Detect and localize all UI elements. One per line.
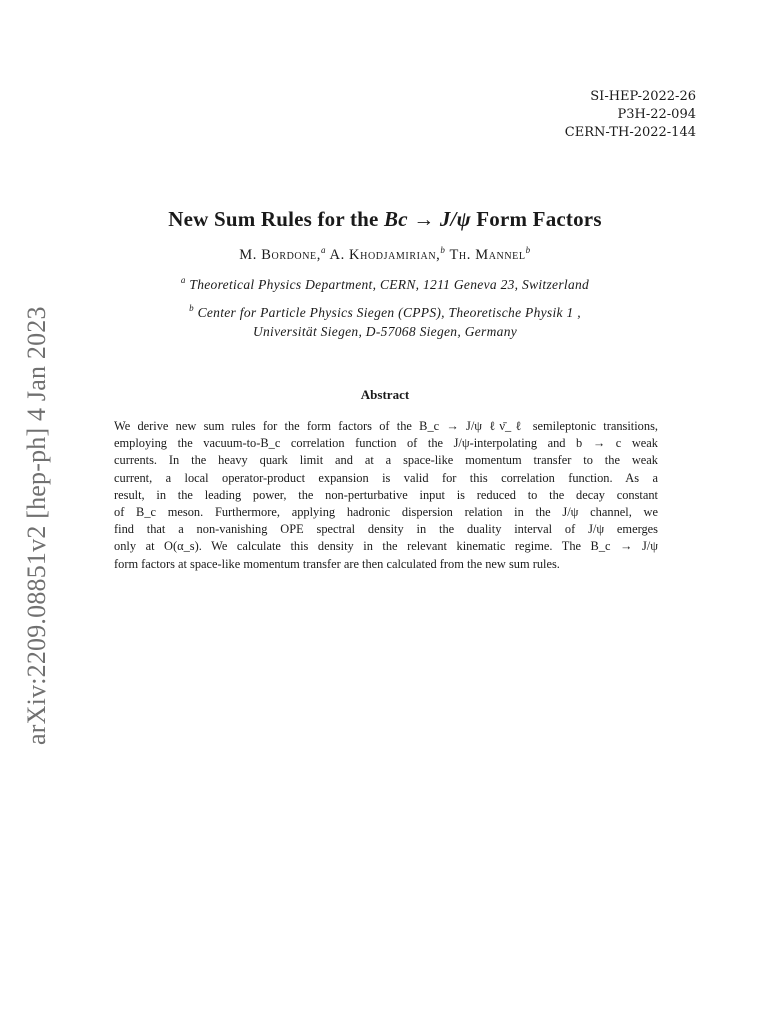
author-name: A. Khodjamirian,	[326, 247, 441, 263]
abstract-line: employing the vacuum-to-B_c correlation function of the J/ψ-interpolating and b → c weak	[114, 436, 658, 451]
author-affil-mark: b	[440, 245, 446, 255]
paper-title	[0, 207, 770, 232]
author-name: Th. Mannel	[445, 247, 526, 263]
author-list	[0, 247, 770, 264]
arxiv-stamp: arXiv:2209.08851v2 [hep-ph] 4 Jan 2023	[22, 306, 51, 745]
abstract-line: We derive new sum rules for the form factors of the B_c → J/ψ ℓν̄_ℓ semileptonic transitions,	[114, 419, 658, 433]
abstract-line: form factors at space-like momentum transfer are then calculated from the new sum rules.	[114, 556, 560, 571]
abstract-line: current, a local operator-product expansion is valid for this correlation function. As a	[114, 470, 658, 485]
title-prefix: New Sum Rules for the	[168, 207, 385, 231]
affiliation-mark: b	[189, 303, 194, 313]
affiliation-text: Theoretical Physics Department, CERN, 1211 Geneva 23, Switzerland	[185, 277, 590, 292]
abstract-heading: Abstract	[360, 387, 410, 402]
title-suffix: Form Factors	[470, 207, 602, 231]
affiliation-a	[0, 275, 770, 294]
report-numbers	[565, 88, 696, 142]
author-affil-mark: a	[321, 245, 327, 255]
affiliation-text: Universität Siegen, D-57068 Siegen, Germany	[252, 324, 518, 339]
abstract-line: find that a non-vanishing OPE spectral density in the duality interval of J/ψ emerges	[114, 522, 658, 537]
abstract-line: result, in the leading power, the non-perturbative input is reduced to the decay constant	[114, 487, 658, 502]
report-number: SI-HEP-2022-26	[590, 89, 696, 104]
abstract-line: currents. In the heavy quark limit and at a space-like momentum transfer to the weak	[114, 453, 658, 468]
title-math: Bc → J/ψ	[384, 207, 471, 231]
abstract-body	[114, 418, 658, 573]
author-affil-mark: b	[525, 245, 531, 255]
author-name: M. Bordone,	[239, 247, 321, 263]
affiliation-b	[0, 303, 770, 341]
report-number: P3H-22-094	[617, 107, 696, 122]
affiliation-mark: a	[180, 275, 186, 285]
affiliation-text: Center for Particle Physics Siegen (CPPS), Theoretische Physik 1 ,	[193, 305, 581, 320]
abstract-line: only at O(α_s). We calculate this density in the relevant kinematic regime. The B_c → J/ψ	[114, 539, 658, 554]
report-number: CERN-TH-2022-144	[564, 125, 696, 140]
abstract-line: of B_c meson. Furthermore, applying hadronic dispersion relation in the J/ψ channel, we	[114, 505, 658, 520]
